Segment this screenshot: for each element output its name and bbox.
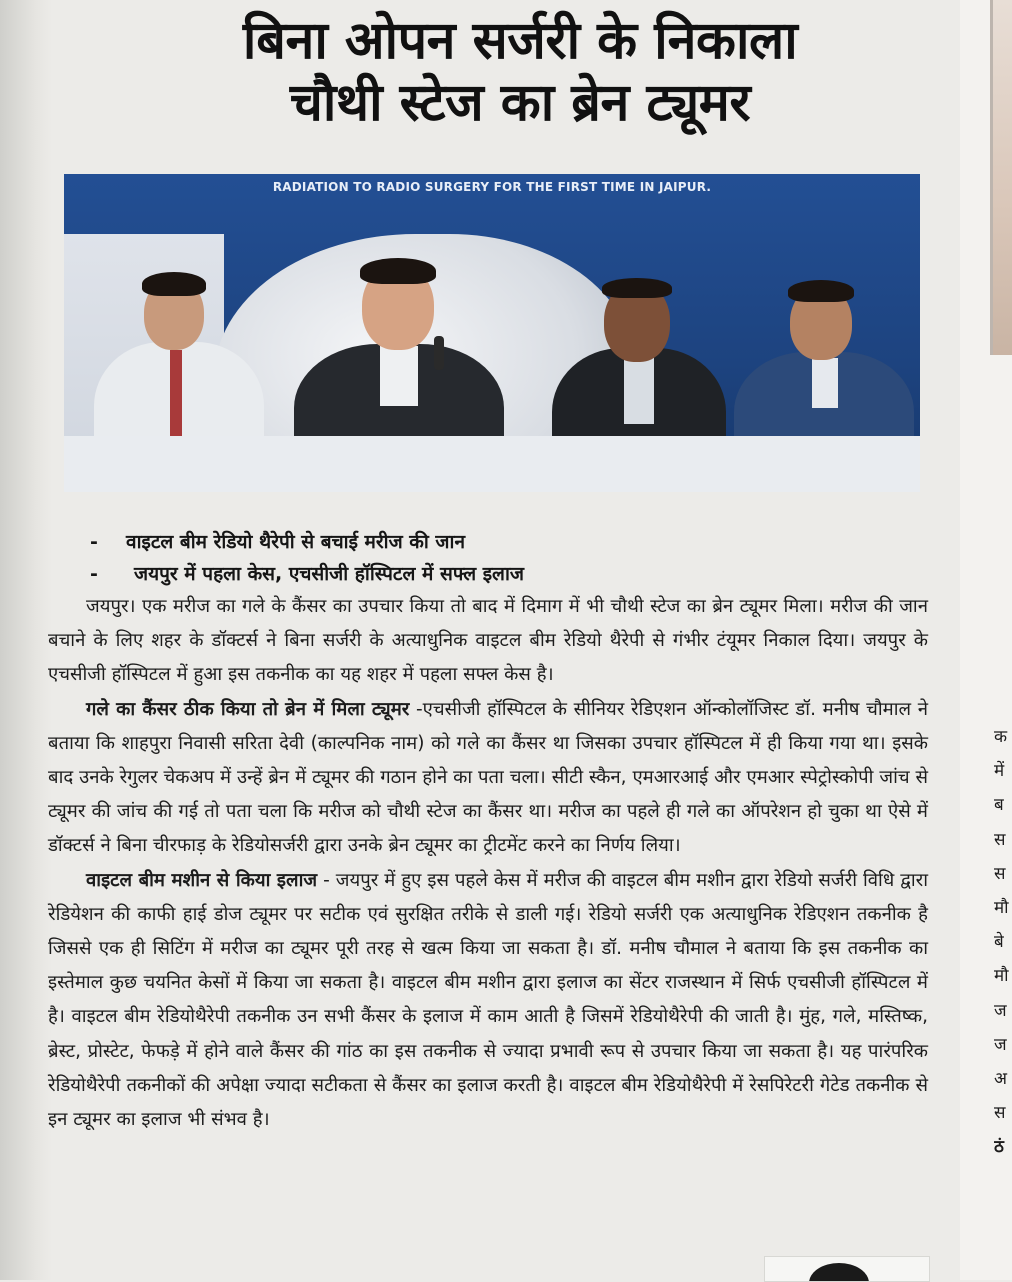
person-2-hair xyxy=(360,258,436,284)
side-fragment: स xyxy=(994,829,1006,850)
inset-portrait-photo xyxy=(764,1256,930,1282)
page-gutter-left xyxy=(0,0,52,1280)
press-conference-photo xyxy=(64,174,920,492)
section-2-text: - जयपुर में हुए इस पहले केस में मरीज की वाइटल बीम मशीन द्वारा रेडियो सर्जरी विधि द्वारा रेडियेशन की काफी हाई डोज ट्यूमर पर सटीक एवं सुरक्षित तरीके से डाली गई। रेडियो सर्जरी एक अत्याधुनिक रेडिएशन तकनीक है जिससे एक ही सिटिंग में मरीज का ट्यूमर पूरी तरह से खत्म किया जा सकता है। डॉ. मनीष चौमाल ने बताया कि इस तकनीक का इस्तेमाल कुछ चयनित केसों में किया जा सकता है। वाइटल बीम मशीन द्वारा इलाज का सेंटर राजस्थान में सिर्फ एचसीजी हॉस्पिटल में है। वाइटल बीम रेडियोथैरेपी तकनीक उन सभी कैंसर के इलाज में काम आती है जिसमें रेडियोथैरेपी की जाती है। मुंह, गले, मस्तिष्क, ब्रेस्ट, प्रोस्टेट, फेफड़े में होने वाले कैंसर की गांठ का इस तकनीक से ज्यादा प्रभावी रूप से उपचार किया जा सकता है। यह पारंपरिक रेडियोथैरेपी तकनीकों की अपेक्षा ज्यादा सटीकता से कैंसर का इलाज करती है। वाइटल बीम रेडियोथैरेपी में रेसपिरेटरी गेटेड तकनीक से इन ट्यूमर का इलाज भी संभव है। xyxy=(48,869,929,1131)
person-3-hair xyxy=(602,278,672,298)
adjacent-article-column xyxy=(994,720,1012,1165)
headline xyxy=(80,10,960,134)
person-4-hair xyxy=(788,280,854,302)
article-body xyxy=(48,590,928,1137)
section-2-paragraph xyxy=(48,864,928,1138)
bullet-text: जयपुर में पहला केस, एचसीजी हॉस्पिटल में सफ्ल इलाज xyxy=(134,563,524,585)
person-4-shirt xyxy=(812,358,838,408)
bullet-item xyxy=(90,558,930,590)
adjacent-photo-fragment xyxy=(990,0,1012,355)
side-fragment: मौ xyxy=(994,966,1009,987)
section-1-text: -एचसीजी हॉस्पिटल के सीनियर रेडिएशन ऑन्कोलॉजिस्ट डॉ. मनीष चौमाल ने बताया कि शाहपुरा निवासी सरिता देवी (काल्पनिक नाम) को गले का कैंसर था जिसका उपचार हॉस्पिटल में ही किया गया था। इसके बाद उनके रेगुलर चेकअप में उन्हें ब्रेन में ट्यूमर की गठान होने का पता चला। सीटी स्कैन, एमआरआई और एमआर स्पेट्रोस्कोपी जांच से ट्यूमर की जांच की गई तो पता चला कि मरीज को चौथी स्टेज का कैंसर था। मरीज का पहले ही गले का ऑपरेशन हो चुका था ऐसे में डॉक्टर्स ने बिना चीरफाड़ के रेडियोसर्जरी द्वारा उनके ब्रेन ट्यूमर का ट्रीटमेंट करने का निर्णय लिया। xyxy=(48,698,928,857)
side-fragment: बे xyxy=(994,932,1004,953)
person-1-hair xyxy=(142,272,206,296)
side-fragment: स xyxy=(994,863,1006,884)
person-2-shirt xyxy=(380,346,418,406)
side-fragment: स xyxy=(994,1103,1006,1124)
bullet-text: वाइटल बीम रेडियो थैरेपी से बचाई मरीज की जान xyxy=(126,531,465,553)
microphone-icon xyxy=(434,336,444,370)
headline-line-2: चौथी स्टेज का ब्रेन ट्यूमर xyxy=(289,73,751,133)
side-fragment: ब xyxy=(994,795,1004,816)
intro-paragraph: जयपुर। एक मरीज का गले के कैंसर का उपचार किया तो बाद में दिमाग में भी चौथी स्टेज का ब्रेन ट्यूमर मिला। मरीज की जान बचाने के लिए शहर के डॉक्टर्स ने बिना सर्जरी के अत्याधुनिक वाइटल बीम रेडियो थैरेपी से गंभीर टंयूमर निकाल दिया। जयपुर के एचसीजी हॉस्पिटल में हुआ इस तकनीक का यह शहर में पहला सफ्ल केस है। xyxy=(48,596,928,686)
inset-portrait-head xyxy=(809,1263,869,1282)
side-fragment: अ xyxy=(994,1069,1007,1090)
section-1-paragraph xyxy=(48,693,928,864)
side-fragment: क xyxy=(994,727,1008,747)
subheading-bullets xyxy=(90,526,930,590)
conference-table xyxy=(64,436,920,492)
side-fragment: ठं xyxy=(994,1137,1004,1158)
side-fragment: ज xyxy=(994,1000,1007,1021)
bullet-dash: - xyxy=(90,563,98,585)
section-2-heading: वाइटल बीम मशीन से किया इलाज xyxy=(86,869,318,891)
side-fragment: में xyxy=(994,761,1005,782)
person-3-shirt xyxy=(624,354,654,424)
side-fragment: ज xyxy=(994,1034,1007,1055)
section-1-heading: गले का कैंसर ठीक किया तो ब्रेन में मिला ट्यूमर xyxy=(86,698,410,720)
bullet-item xyxy=(90,526,930,558)
headline-line-1: बिना ओपन सर्जरी के निकाला xyxy=(242,11,798,71)
bullet-dash: - xyxy=(90,531,98,553)
side-fragment: मौ xyxy=(994,898,1009,919)
photo-banner-text: RADIATION TO RADIO SURGERY FOR THE FIRST TIME IN JAIPUR. xyxy=(272,180,712,194)
